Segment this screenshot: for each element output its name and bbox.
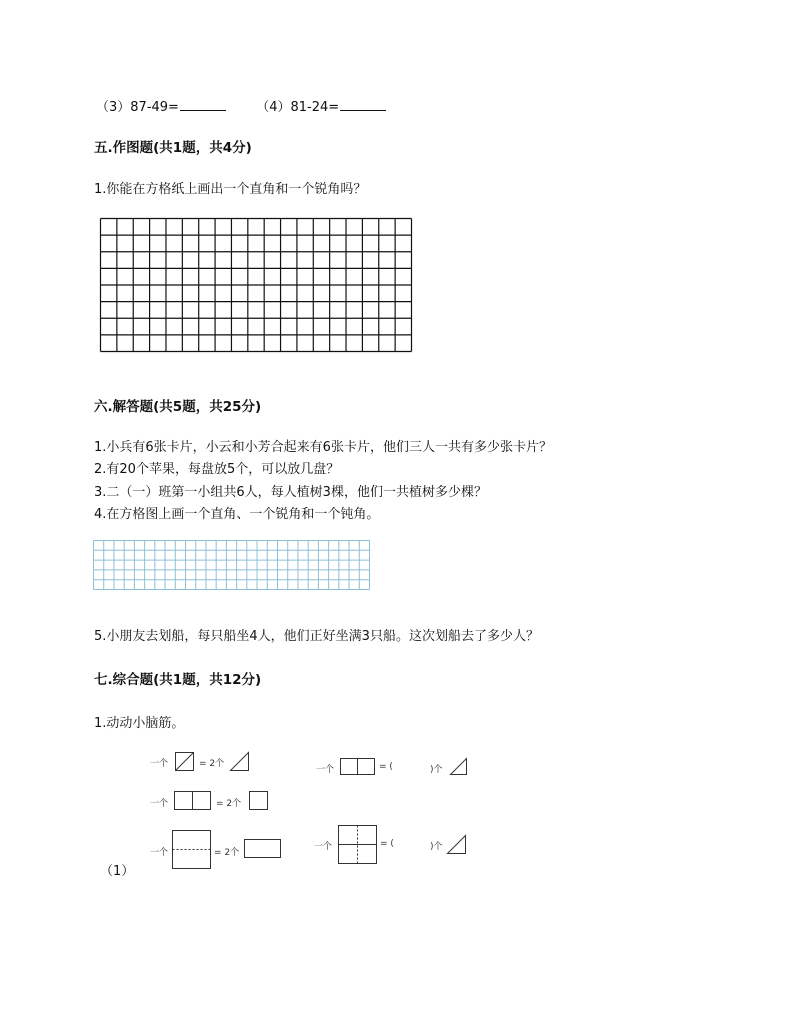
square-diagonal-icon [175, 752, 195, 772]
puzzle-label-one: 一个 [150, 799, 169, 809]
section-6-question-5: 5.小朋友去划船，每只船坐4人，他们正好坐满3只船。这次划船去了多少人？ [94, 629, 539, 644]
square-grid-blue[interactable] [93, 540, 370, 590]
rectangle-icon [244, 839, 282, 859]
section-6-question-1: 1.小兵有6张卡片，小云和小芳合起来有6张卡片，他们三人一共有多少张卡片？ [94, 440, 552, 455]
section-6-question-4: 4.在方格图上画一个直角、一个锐角和一个钝角。 [94, 507, 380, 522]
rectangle-halves-icon [174, 791, 212, 811]
square-halved-icon [172, 830, 212, 870]
puzzle-label-one: 一个 [314, 842, 333, 852]
section-7-title: 七.综合题(共1题，共12分) [94, 672, 262, 688]
square-icon [249, 791, 269, 811]
section-6-question-2: 2.有20个苹果，每盘放5个，可以放几盘？ [94, 462, 340, 477]
section-6-question-3: 3.二（一）班第一小组共6人，每人植树3棵，他们一共植树多少棵？ [94, 485, 487, 500]
section-7-question-1: 1.动动小脑筋。 [94, 716, 185, 731]
puzzle-eq-paren: = ( [379, 762, 393, 772]
puzzle-eq-paren: = ( [380, 839, 394, 849]
puzzle-eq-two: = 2个 [199, 759, 225, 769]
triangle-icon [450, 758, 468, 776]
rectangle-halves-icon [340, 758, 376, 776]
puzzle-eq-two: = 2个 [216, 799, 242, 809]
calc-line [96, 96, 386, 115]
square-quartered-icon [338, 825, 378, 865]
puzzle-paren-close: )个 [430, 842, 443, 852]
answer-blank-4[interactable] [340, 98, 386, 111]
triangle-icon [447, 835, 467, 855]
puzzle-paren-close: )个 [430, 765, 443, 775]
section-5-title: 五.作图题(共1题，共4分) [94, 140, 252, 156]
answer-blank-3[interactable] [180, 98, 226, 111]
puzzle-label-one: 一个 [316, 765, 335, 775]
puzzle-eq-two: = 2个 [214, 848, 240, 858]
calc-item-4: （4）81-24= [256, 100, 340, 115]
calc-item-3: （3）87-49= [96, 100, 179, 115]
section-6-title: 六.解答题(共5题，共25分) [94, 399, 262, 415]
square-grid-large[interactable] [100, 218, 412, 352]
section-5-question-1: 1.你能在方格纸上画出一个直角和一个锐角吗？ [94, 182, 367, 197]
part-1-label: （1） [100, 864, 135, 879]
triangle-icon [230, 752, 250, 772]
puzzle-label-one: 一个 [150, 848, 169, 858]
puzzle-label-one: 一个 [150, 759, 169, 769]
